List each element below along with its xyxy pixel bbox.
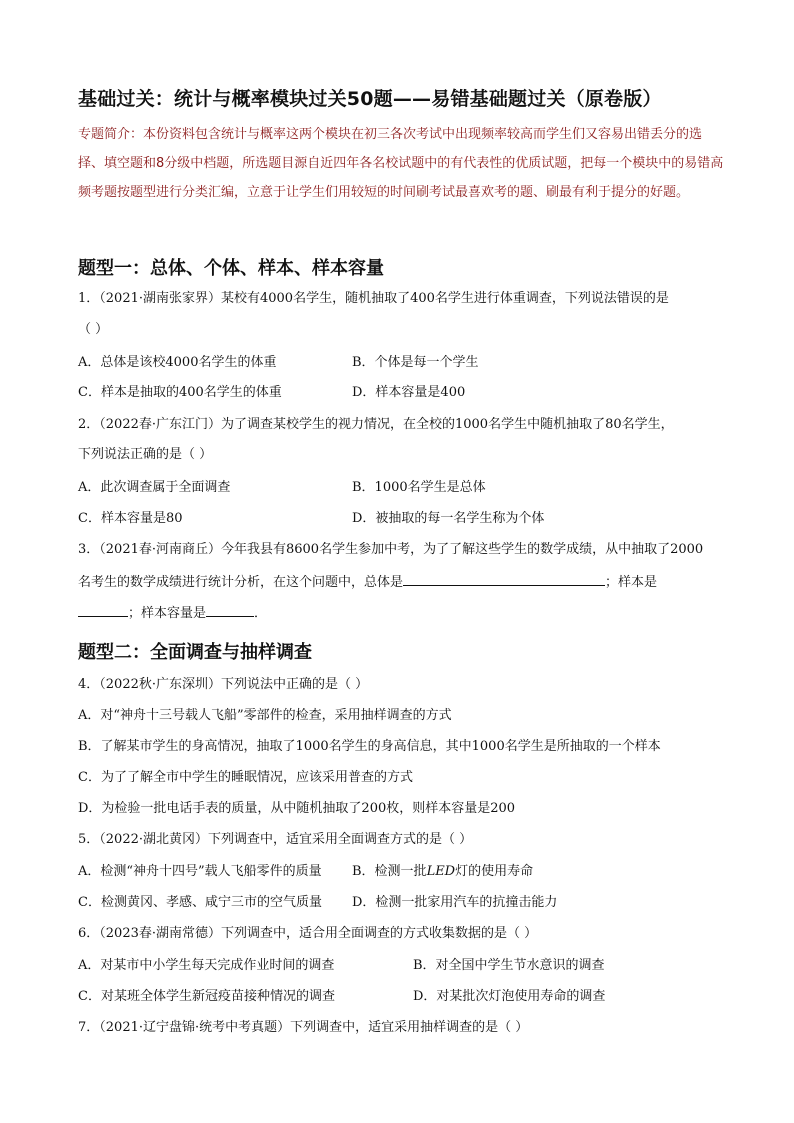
- topic-intro: 专题简介：本份资料包含统计与概率这两个模块在初三各次考试中出现频率较高而学生们又容易出错丢分的选择、填空题和8分级中档题，所选题目源自近四年各名校试题中的有代表性的优质试题，把每一个模块中的易错高频考题按题型进行分类汇编，立意于让学生们用较短的时间刷考试最喜欢考的题、刷最有利于提分的好题。: [78, 127, 724, 200]
- q3-text-part4: ．: [254, 606, 268, 621]
- q2-option-a: A．此次调查属于全面调查: [78, 480, 231, 495]
- q6-option-a: A．对某市中小学生每天完成作业时间的调查: [78, 958, 335, 973]
- q3-text-part3: ；样本容量是: [128, 606, 207, 621]
- q5-option-c: C．检测黄冈、孝感、咸宁三市的空气质量: [78, 895, 322, 910]
- q5-option-b: [352, 863, 533, 881]
- q3-blank-population[interactable]: [403, 572, 605, 586]
- q4-option-c: C．为了了解全市中学生的睡眠情况，应该采用普查的方式: [78, 770, 413, 785]
- q1-stem-line2: （ ）: [78, 322, 109, 337]
- q6-stem: 6．（2023春·湖南常德）下列调查中，适合用全面调查的方式收集数据的是（ ）: [78, 926, 538, 941]
- q3-stem-line1: 3．（2021春·河南商丘）今年我县有8600名学生参加中考，为了了解这些学生的数学成绩，从中抽取了2000: [78, 542, 704, 557]
- q5-option-b-text2: 灯的使用寿命: [455, 864, 534, 879]
- q1-option-b: B．个体是每一个学生: [352, 355, 479, 370]
- q5-option-b-text1: B．检测一批: [352, 864, 427, 879]
- q6-option-d: D．对某批次灯泡使用寿命的调查: [413, 989, 606, 1004]
- q2-option-d: D．被抽取的每一名学生称为个体: [352, 511, 545, 526]
- section-heading-1: 题型一：总体、个体、样本、样本容量: [78, 258, 384, 279]
- section-heading-2: 题型二：全面调查与抽样调查: [78, 642, 312, 663]
- q3-blank-sample[interactable]: [78, 603, 128, 617]
- q4-option-d: D．为检验一批电话手表的质量，从中随机抽取了200枚，则样本容量是200: [78, 801, 516, 816]
- q1-stem-line1: 1．（2021·湖南张家界）某校有4000名学生，随机抽取了400名学生进行体重调查，下列说法错误的是: [78, 291, 669, 306]
- q5-option-a: A．检测“神舟十四号”载人飞船零件的质量: [78, 864, 322, 879]
- q3-text-part1: 名考生的数学成绩进行统计分析，在这个问题中，总体是: [78, 575, 404, 590]
- q2-stem-line1: 2．（2022春·广东江门）为了调查某校学生的视力情况，在全校的1000名学生中随机抽取了80名学生，: [78, 417, 674, 432]
- q3-stem-line2: [78, 572, 657, 592]
- q4-option-b: B．了解某市学生的身高情况，抽取了1000名学生的身高信息，其中1000名学生是所抽取的一个样本: [78, 739, 661, 754]
- q5-option-b-italic: LED: [426, 864, 456, 879]
- q5-option-d: D．检测一批家用汽车的抗撞击能力: [352, 895, 558, 910]
- q5-stem: 5．（2022·湖北黄冈）下列调查中，适宜采用全面调查方式的是（ ）: [78, 832, 473, 847]
- q2-stem-line2: 下列说法正确的是（ ）: [78, 447, 213, 462]
- q6-option-c: C．对某班全体学生新冠疫苗接种情况的调查: [78, 989, 335, 1004]
- q2-option-c: C．样本容量是80: [78, 511, 183, 526]
- q3-text-part2: ；样本是: [605, 575, 658, 590]
- q1-option-d: D．样本容量是400: [352, 385, 466, 400]
- q6-option-b: B．对全国中学生节水意识的调查: [413, 958, 605, 973]
- q1-option-a: A．总体是该校4000名学生的体重: [78, 355, 277, 370]
- q3-blank-sample-size[interactable]: [206, 603, 254, 617]
- q4-option-a: A．对“神舟十三号载人飞船”零部件的检查，采用抽样调查的方式: [78, 708, 452, 723]
- q3-stem-line3: [78, 603, 267, 623]
- q1-option-c: C．样本是抽取的400名学生的体重: [78, 385, 282, 400]
- q4-stem: 4．（2022秋·广东深圳）下列说法中正确的是（ ）: [78, 677, 369, 692]
- q7-stem: 7．（2021·辽宁盘锦·统考中考真题）下列调查中，适宜采用抽样调查的是（ ）: [78, 1020, 529, 1035]
- document-title: 基础过关：统计与概率模块过关50题——易错基础题过关（原卷版）: [78, 88, 662, 110]
- q2-option-b: B．1000名学生是总体: [352, 480, 486, 495]
